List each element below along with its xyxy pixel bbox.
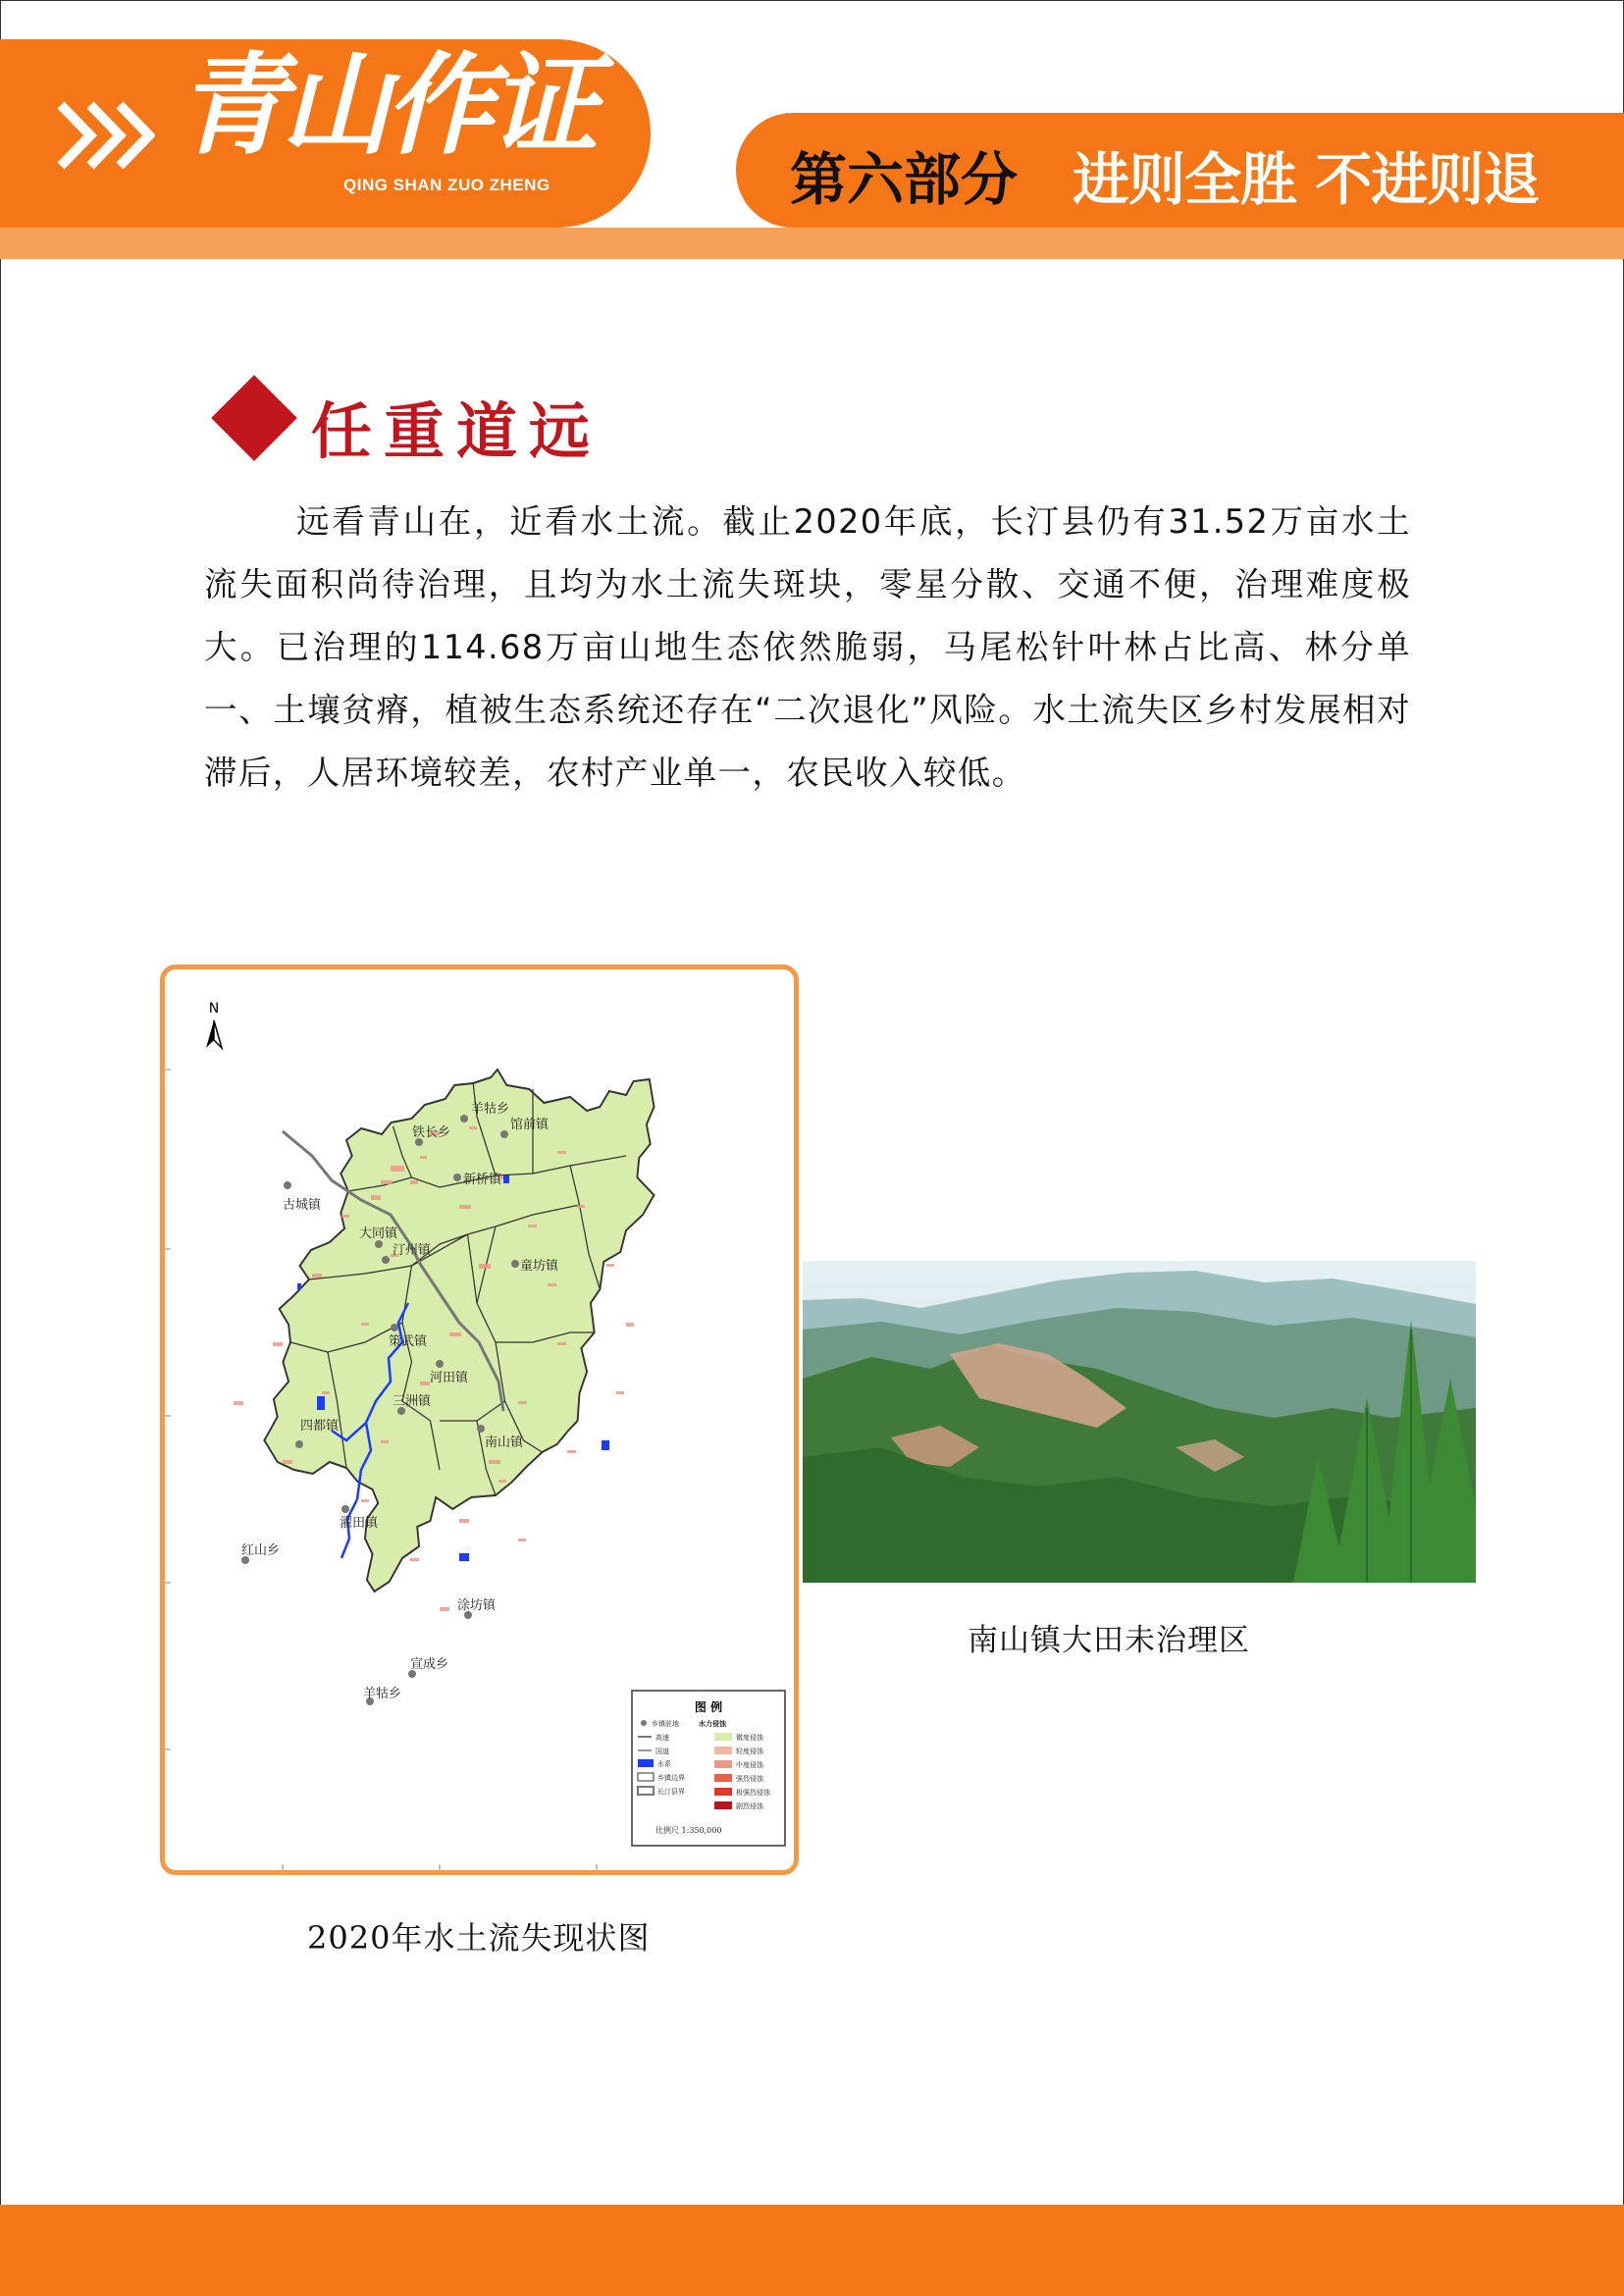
legend-item: 国道 bbox=[655, 1748, 669, 1755]
legend-item: 水力侵蚀 bbox=[699, 1719, 726, 1728]
legend-item: 强烈侵蚀 bbox=[736, 1775, 763, 1783]
legend-item: 轻度侵蚀 bbox=[736, 1748, 763, 1755]
map-canvas bbox=[165, 969, 794, 1870]
town-label: 铁长乡 bbox=[412, 1125, 451, 1140]
town-label: 新桥镇 bbox=[463, 1173, 502, 1187]
town-label: 涂坊镇 bbox=[457, 1598, 497, 1613]
county-area bbox=[264, 1070, 654, 1592]
soil-erosion-map bbox=[160, 965, 799, 1875]
north-arrow-icon bbox=[206, 1020, 222, 1048]
town-label: 羊牯乡 bbox=[363, 1687, 402, 1701]
legend-item: 乡镇边界 bbox=[657, 1774, 685, 1782]
town-label: 三洲镇 bbox=[393, 1394, 432, 1409]
town-label: 大同镇 bbox=[359, 1226, 398, 1241]
legend-item: 长汀县界 bbox=[657, 1788, 685, 1796]
town-label: 宣成乡 bbox=[410, 1657, 449, 1672]
legend-title: 图 例 bbox=[694, 1700, 723, 1714]
legend-item: 微度侵蚀 bbox=[736, 1734, 763, 1742]
town-label: 南山镇 bbox=[485, 1435, 524, 1450]
part-label: 第六部分 bbox=[790, 146, 1019, 213]
legend-item: 乡镇驻地 bbox=[652, 1720, 679, 1728]
legend-item: 水系 bbox=[657, 1760, 671, 1768]
town-label: 馆前镇 bbox=[510, 1118, 550, 1132]
diamond-icon bbox=[211, 375, 297, 461]
double-chevron-right-icon bbox=[57, 101, 155, 170]
section-title: 任重道远 bbox=[311, 395, 602, 467]
legend-scale: 比例尺 1:350,000 bbox=[655, 1826, 722, 1835]
header-stripe bbox=[0, 228, 1624, 259]
legend-item: 剧烈侵蚀 bbox=[736, 1802, 763, 1810]
legend-item: 中度侵蚀 bbox=[736, 1761, 763, 1769]
footer-bar bbox=[0, 2205, 1624, 2296]
logo-calligraphy: 青山作证 bbox=[177, 41, 593, 170]
town-label: 汀州镇 bbox=[393, 1243, 432, 1258]
legend-item: 极强烈侵蚀 bbox=[736, 1789, 770, 1797]
map-legend bbox=[632, 1691, 785, 1846]
town-label: 河田镇 bbox=[430, 1371, 469, 1385]
town-label: 濯田镇 bbox=[340, 1516, 379, 1531]
north-label: N bbox=[208, 1001, 220, 1017]
town-label: 古城镇 bbox=[283, 1198, 322, 1213]
part-slogan: 进则全胜 不进则退 bbox=[1073, 146, 1540, 213]
landscape-photo bbox=[803, 1261, 1476, 1583]
legend-item: 高速 bbox=[655, 1734, 669, 1742]
logo-pinyin: QING SHAN ZUO ZHENG bbox=[343, 176, 550, 194]
town-label: 四都镇 bbox=[300, 1419, 340, 1434]
body-paragraph: 远看青山在，近看水土流。截止2020年底，长汀县仍有31.52万亩水土流失面积尚待治理，且均为水土流失斑块，零星分散、交通不便，治理难度极大。已治理的114.68万亩山地生态依然脆弱，马尾松针叶林占比高、林分单一、土壤贫瘠，植被生态系统还存在“二次退化”风险。水土流失区乡村发展相对滞后，人居环境较差，农村产业单一，农民收入较低。 bbox=[204, 502, 1411, 792]
town-label: 策武镇 bbox=[389, 1334, 428, 1349]
town-label: 童坊镇 bbox=[520, 1259, 559, 1274]
map-caption: 2020年水土流失现状图 bbox=[307, 1919, 651, 1957]
town-label: 羊牯乡 bbox=[471, 1102, 510, 1117]
photo-caption: 南山镇大田未治理区 bbox=[968, 1623, 1250, 1658]
town-label: 红山乡 bbox=[241, 1543, 281, 1558]
